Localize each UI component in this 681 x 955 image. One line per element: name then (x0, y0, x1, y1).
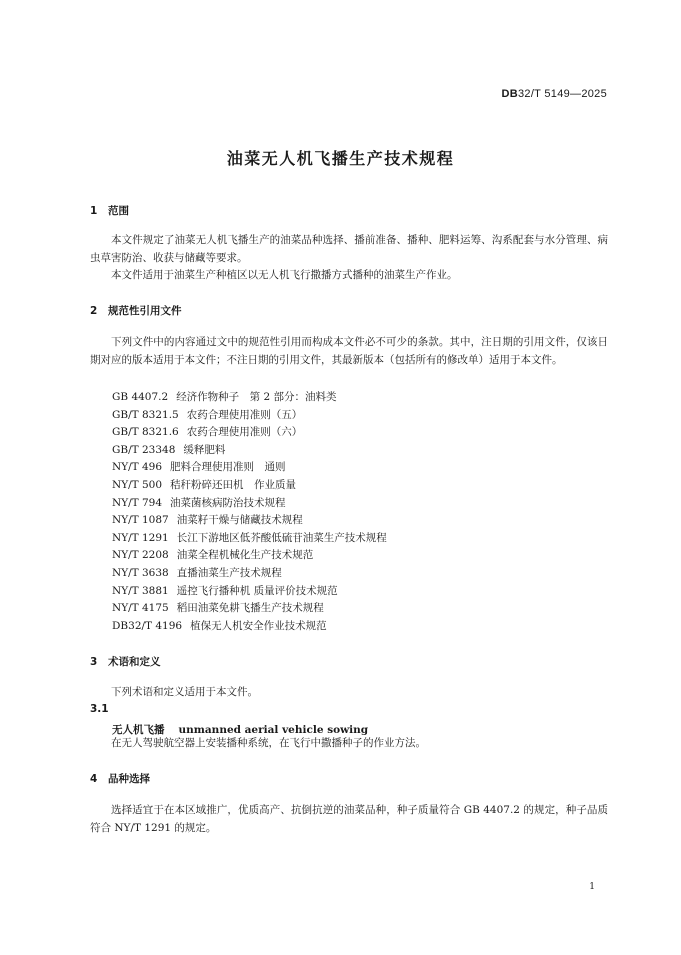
document-title: 油菜无人机飞播生产技术规程 (226, 149, 455, 168)
reference-item: GB/T 8321.6 农药合理使用准则（六） (112, 426, 303, 439)
section-4-paragraph-1: 选择适宜于在本区域推广，优质高产、抗倒抗逆的油菜品种，种子质量符合 GB 4407.2 的规定，种子品质符合 NY/T 1291 的规定。 (90, 804, 608, 834)
section-1-paragraph-1: 本文件规定了油菜无人机飞播生产的油菜品种选择、播前准备、播种、肥料运筹、沟系配套与水分管理、病虫草害防治、收获与储藏等要求。 (90, 234, 608, 264)
standard-number: 32/T 5149—2025 (517, 88, 607, 100)
reference-item: NY/T 3638 直播油菜生产技术规程 (112, 566, 282, 579)
section-3-heading: 3 术语和定义 (90, 656, 161, 668)
reference-item: NY/T 2208 油菜全程机械化生产技术规范 (112, 549, 314, 562)
reference-list (112, 389, 592, 635)
section-2-heading: 2 规范性引用文件 (90, 305, 182, 317)
term-definition: 在无人驾驶航空器上安装播种系统，在飞行中撒播种子的作业方法。 (111, 737, 426, 749)
section-1-heading: 1 范围 (90, 205, 129, 217)
reference-item: NY/T 1291 长江下游地区低芥酸低硫苷油菜生产技术规程 (112, 531, 387, 544)
reference-item: GB 4407.2 经济作物种子 第 2 部分：油料类 (112, 391, 337, 403)
section-2-paragraph-1: 下列文件中的内容通过文中的规范性引用而构成本文件必不可少的条款。其中，注日期的引用文件，仅该日期对应的版本适用于本文件；不注日期的引用文件，其最新版本（包括所有的修改单）适用于本文件。 (90, 336, 608, 366)
reference-item: NY/T 4175 稻田油菜免耕飞播生产技术规程 (112, 602, 324, 615)
reference-item: NY/T 1087 油菜籽干燥与储藏技术规程 (112, 514, 303, 527)
standard-prefix: DB (501, 88, 518, 100)
term-number: 3.1 (90, 703, 109, 715)
reference-item: NY/T 496 肥料合理使用准则 通则 (112, 461, 286, 474)
standard-code (501, 88, 607, 100)
reference-item: NY/T 500 秸秆粉碎还田机 作业质量 (112, 478, 297, 491)
reference-item: NY/T 794 油菜菌核病防治技术规程 (112, 496, 286, 509)
reference-item: GB/T 23348 缓释肥料 (112, 443, 226, 456)
section-1-paragraph-2: 本文件适用于油菜生产种植区以无人机飞行撒播方式播种的油菜生产作业。 (111, 269, 458, 281)
term-english: unmanned aerial vehicle sowing (178, 724, 369, 736)
reference-item: DB32/T 4196 植保无人机安全作业技术规范 (112, 619, 327, 632)
page-number: 1 (589, 882, 595, 892)
section-3-paragraph-1: 下列术语和定义适用于本文件。 (111, 686, 258, 698)
term-chinese: 无人机飞播 (112, 724, 165, 736)
reference-item: NY/T 3881 遥控飞行播种机 质量评价技术规范 (112, 584, 338, 597)
section-4-heading: 4 品种选择 (90, 773, 150, 785)
reference-item: GB/T 8321.5 农药合理使用准则（五） (112, 408, 303, 421)
